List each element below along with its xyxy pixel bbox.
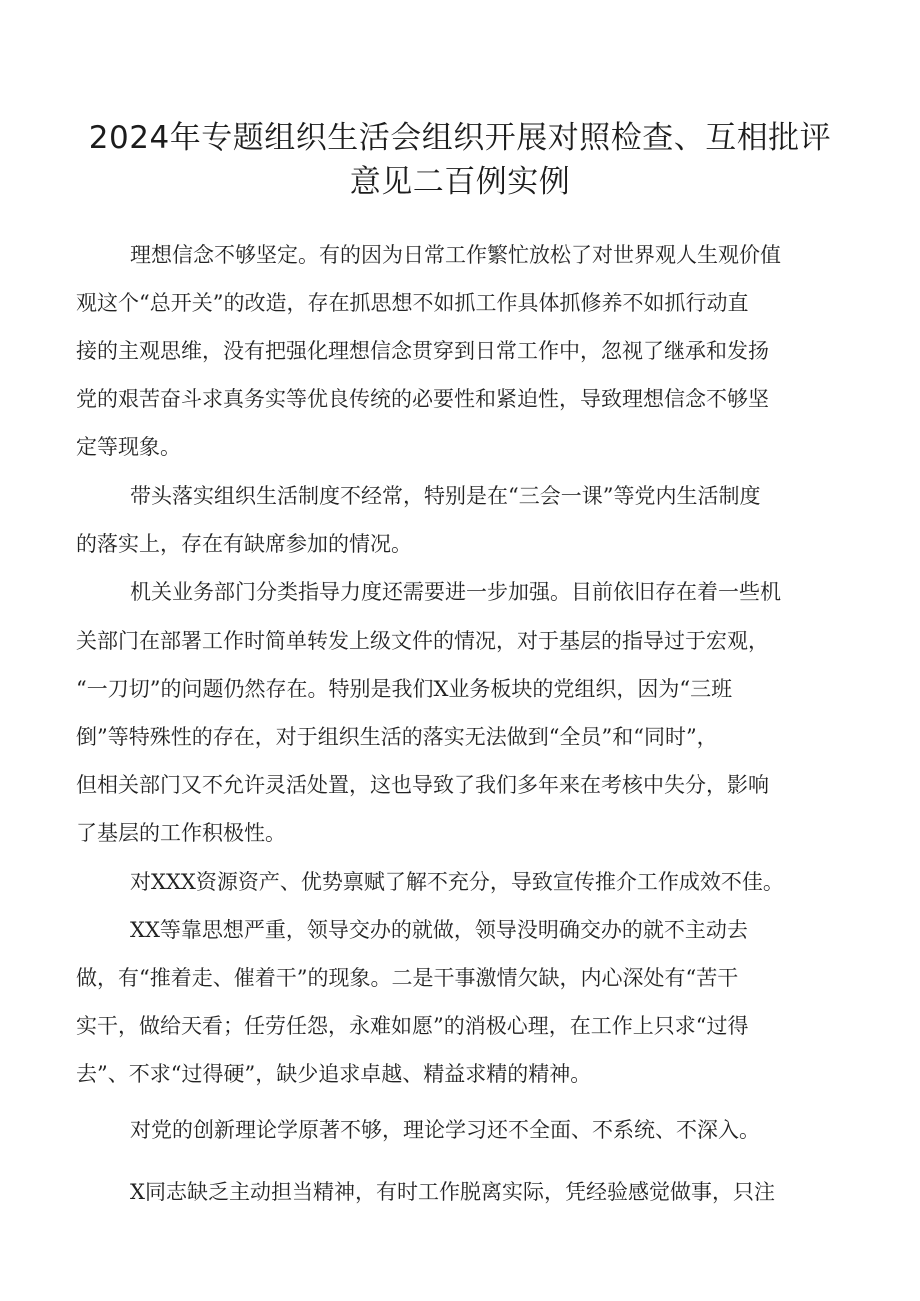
document-title-line-2: 意见二百例实例	[349, 164, 571, 200]
body-line: 观这个“总开关”的改造，存在抓思想不如抓工作具体抓修养不如抓行动直	[76, 291, 749, 315]
body-line: 实干，做给天看；任劳任怨，永难如愿”的消极心理，在工作上只求“过得	[76, 1014, 749, 1038]
body-line: 倒”等特殊性的存在，对于组织生活的落实无法做到“全员”和“同时”，	[76, 725, 718, 749]
body-line: XX等靠思想严重，领导交办的就做，领导没明确交办的就不主动去	[130, 918, 748, 942]
body-line: 但相关部门又不允许灵活处置，这也导致了我们多年来在考核中失分，影响	[76, 773, 769, 797]
body-line: 去”、不求“过得硬”，缺少追求卓越、精益求精的精神。	[76, 1062, 592, 1086]
document-title-line-1: 2024年专题组织生活会组织开展对照检查、互相批评	[88, 120, 832, 156]
body-line: 关部门在部署工作时简单转发上级文件的情况，对于基层的指导过于宏观，	[76, 629, 769, 653]
body-line: 对党的创新理论学原著不够，理论学习还不全面、不系统、不深入。	[130, 1118, 760, 1142]
body-line: 对XXX资源资产、优势禀赋了解不充分，导致宣传推介工作成效不佳。	[130, 870, 784, 894]
body-line: 的落实上，存在有缺席参加的情况。	[76, 532, 412, 556]
body-line: X同志缺乏主动担当精神，有时工作脱离实际，凭经验感觉做事，只注	[130, 1180, 775, 1204]
body-line: 党的艰苦奋斗求真务实等优良传统的必要性和紧迫性，导致理想信念不够坚	[76, 387, 769, 411]
body-line: 做，有“推着走、催着干”的现象。二是干事激情欠缺，内心深处有“苦干	[76, 966, 739, 990]
body-line: 接的主观思维，没有把强化理想信念贯穿到日常工作中，忽视了继承和发扬	[76, 339, 769, 363]
body-line: 定等现象。	[76, 435, 181, 459]
body-line: “一刀切”的问题仍然存在。特别是我们X业务板块的党组织，因为“三班	[76, 677, 733, 701]
body-line: 机关业务部门分类指导力度还需要进一步加强。目前依旧存在着一些机	[130, 580, 781, 604]
body-line: 带头落实组织生活制度不经常，特别是在“三会一课”等党内生活制度	[130, 484, 761, 508]
body-line: 理想信念不够坚定。有的因为日常工作繁忙放松了对世界观人生观价值	[130, 243, 781, 267]
body-line: 了基层的工作积极性。	[76, 821, 286, 845]
